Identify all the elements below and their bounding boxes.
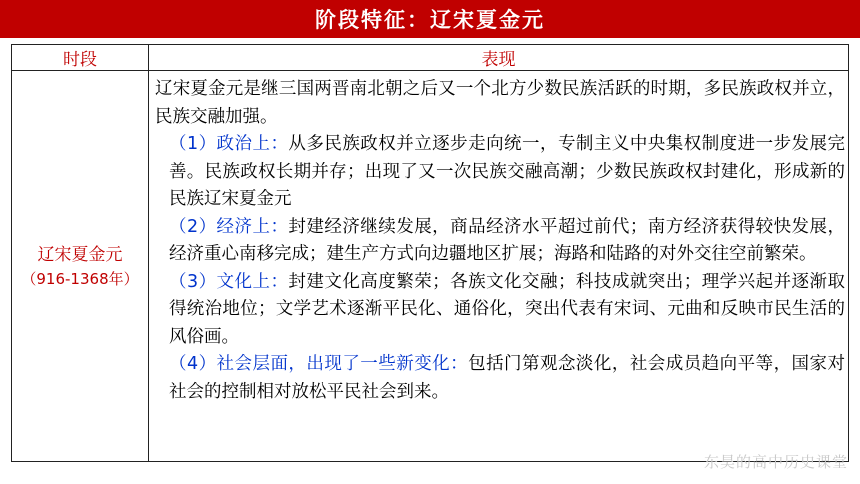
point-text: 封建经济继续发展，商品经济水平超过前代；南方经济获得较快发展，经济重心南移完成；建生产方式向边疆地区扩展；海路和陆路的对外交往空前繁荣。 bbox=[169, 216, 845, 264]
period-name: 辽宋夏金元 bbox=[37, 245, 123, 265]
point-text: 从多民族政权并立逐步走向统一，专制主义中央集权制度进一步发展完善。民族政权长期并存；出现了又一次民族交融高潮；少数民族政权封建化，形成新的民族辽宋夏金元 bbox=[169, 134, 845, 209]
header-period: 时段 bbox=[63, 50, 97, 70]
slide-title: 阶段特征：辽宋夏金元 bbox=[0, 0, 860, 38]
period-years: （916-1368年） bbox=[21, 270, 139, 288]
point-text: 包括门第观念淡化，社会成员趋向平等，国家对社会的控制相对放松平民社会到来。 bbox=[169, 354, 845, 402]
point-label: （4）社会层面，出现了一些新变化： bbox=[169, 354, 469, 374]
header-content: 表现 bbox=[481, 50, 516, 70]
point-society bbox=[155, 351, 845, 406]
point-economy bbox=[155, 214, 845, 269]
stage-table bbox=[11, 44, 849, 462]
content-cell bbox=[155, 76, 845, 406]
point-label: （2）经济上： bbox=[169, 216, 289, 237]
watermark: 东昊的高中历史课堂 bbox=[703, 453, 848, 471]
point-label: （3）文化上： bbox=[169, 271, 289, 292]
column-divider bbox=[148, 45, 149, 461]
point-label: （1）政治上： bbox=[169, 134, 289, 154]
point-politics bbox=[155, 131, 845, 214]
point-text: 封建文化高度繁荣；各族文化交融；科技成就突出；理学兴起并逐渐取得统治地位；文学艺术逐渐平民化、通俗化，突出代表有宋词、元曲和反映市民生活的风俗画。 bbox=[169, 271, 845, 347]
period-cell bbox=[12, 71, 148, 463]
intro-paragraph: 辽宋夏金元是继三国两晋南北朝之后又一个北方少数民族活跃的时期，多民族政权并立，民族交融加强。 bbox=[155, 79, 845, 127]
point-culture bbox=[155, 269, 845, 352]
